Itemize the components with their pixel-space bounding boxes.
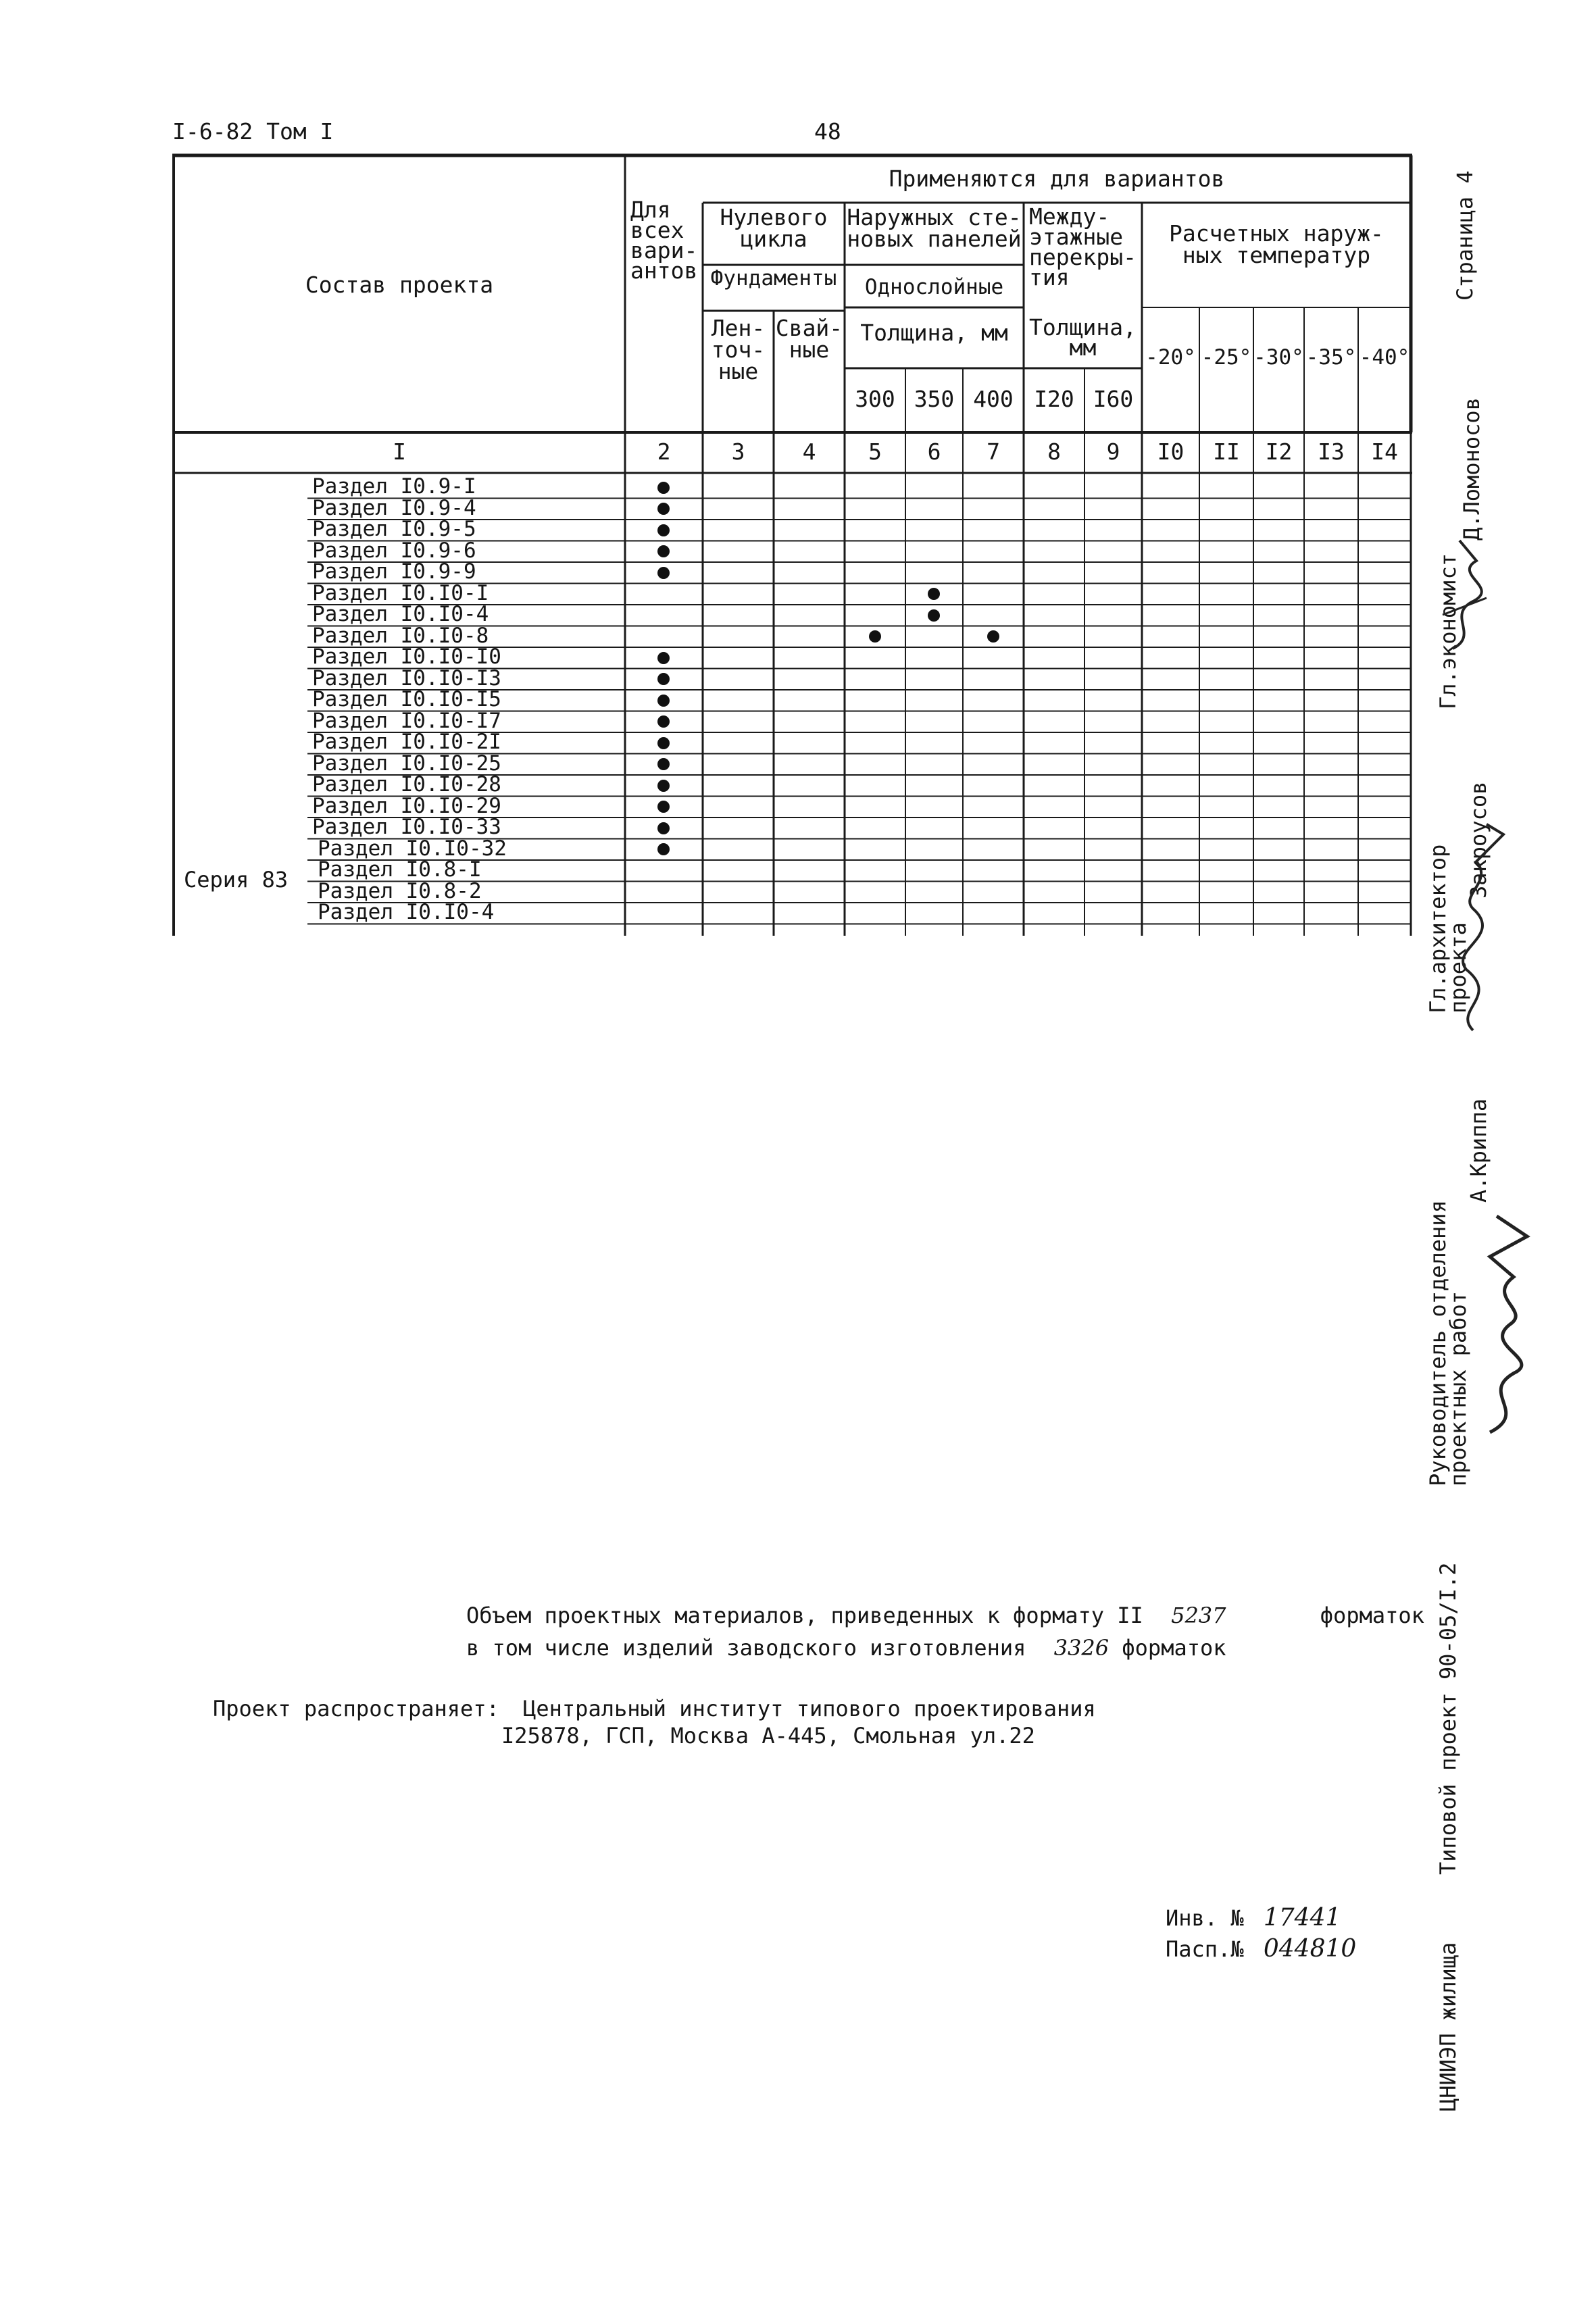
colnum-1: I [393, 438, 406, 465]
header-temp-35: -35° [1305, 345, 1357, 370]
colnum-4: 4 [802, 438, 816, 465]
colnum-12: I2 [1265, 438, 1293, 465]
all-variants-line-1: Для [630, 197, 671, 223]
table-row-label: Раздел I0.I0-4 [318, 900, 495, 924]
signature-architect [1446, 821, 1510, 1037]
header-160: I60 [1093, 386, 1134, 412]
design-temps-line-1: Расчетных наруж- [1169, 220, 1384, 247]
side-page-label: Страница 4 [1452, 170, 1478, 301]
floors-line-4: тия [1029, 264, 1070, 291]
pile-line-2: ные [789, 336, 830, 363]
document-code: I-6-82 Том I [172, 118, 334, 145]
applicability-dot [657, 822, 670, 834]
applicability-dot [657, 482, 670, 494]
table-row-label: Раздел I0.I0-4 [312, 602, 489, 626]
floors-line-3: перекры- [1029, 244, 1137, 270]
applicability-dot [657, 695, 670, 707]
factory-text: в том числе изделий заводского изготовления [466, 1635, 1026, 1661]
passport-line [1166, 1936, 1356, 1962]
signature-economist [1439, 534, 1493, 655]
design-temps-line-2: ных температур [1182, 242, 1371, 268]
header-strip [703, 315, 774, 384]
table-row-label: Раздел I0.9-6 [312, 538, 476, 563]
table-row-label: Раздел I0.9-5 [312, 517, 476, 541]
distributor-address: I25878, ГСП, Москва А-445, Смольная ул.22 [501, 1723, 1035, 1749]
distributor-name: Центральный институт типового проектирования [523, 1696, 1096, 1721]
applicability-dot [928, 609, 940, 622]
outer-panels-line-1: Наружных сте- [847, 204, 1022, 230]
applicability-dot [657, 567, 670, 579]
colnum-6: 6 [927, 438, 941, 465]
strip-line-2: точ- [711, 336, 766, 363]
strip-line-3: ные [718, 358, 759, 384]
colnum-8: 8 [1047, 438, 1061, 465]
all-variants-line-3: вари- [630, 237, 698, 263]
side-architect-name: Закроусов [1466, 781, 1491, 899]
volume-line-1 [466, 1603, 1424, 1628]
header-temp-40: -40° [1359, 345, 1410, 370]
inventory-value: 17441 [1263, 1904, 1341, 1932]
table-row-label: Раздел I0.9-9 [312, 559, 476, 584]
colnum-13: I3 [1318, 438, 1345, 465]
applicability-dot [657, 780, 670, 792]
volume-unit: форматок [1320, 1603, 1424, 1628]
side-architect-title-2: проекта [1445, 922, 1471, 1013]
strip-line-1: Лен- [711, 315, 766, 341]
side-economist-title: Гл.экономист [1435, 553, 1461, 709]
outer-panels-line-2: новых панелей [847, 226, 1022, 252]
header-thickness-mm: Толщина, мм [860, 320, 1008, 346]
header-foundations: Фундаменты [710, 266, 837, 291]
table-row-label: Раздел I0.I0-33 [312, 815, 501, 839]
header-350: 350 [914, 386, 955, 412]
header-temp-30: -30° [1253, 345, 1304, 370]
applicability-dot [657, 524, 670, 536]
series-label: Серия 83 [184, 867, 289, 892]
floors-line-2: этажные [1029, 224, 1124, 250]
factory-value: 3326 [1053, 1635, 1109, 1661]
floors-thickness-line-1: Толщина, [1029, 314, 1137, 341]
table-row-label: Раздел I0.I0-I3 [312, 665, 501, 690]
colnum-10: I0 [1157, 438, 1184, 465]
applicability-dot [657, 737, 670, 749]
column-header-all-variants [625, 197, 703, 284]
applicability-dot [657, 652, 670, 664]
floors-thickness-line-2: мм [1069, 334, 1097, 361]
column-header-composition: Состав проекта [305, 272, 494, 298]
table-row-label: Раздел I0.I0-25 [312, 751, 501, 776]
distributor-line [213, 1696, 1096, 1721]
table-row-label: Раздел I0.I0-I5 [312, 687, 501, 711]
side-project: Типовой проект 90-05/I.2 [1435, 1562, 1461, 1875]
group-header-design-temps [1142, 220, 1411, 268]
table-row-label: Раздел I0.I0-I [312, 580, 489, 605]
table-row-label: Раздел I0.9-4 [312, 495, 476, 520]
zero-cycle-line-2: цикла [740, 226, 807, 252]
side-head-title: Руководитель отделения [1425, 1200, 1451, 1486]
header-120: I20 [1034, 386, 1074, 412]
volume-text: Объем проектных материалов, приведенных к формату II [466, 1603, 1143, 1628]
colnum-14: I4 [1371, 438, 1398, 465]
header-400: 400 [973, 386, 1014, 412]
table-row-label: Раздел I0.I0-I0 [312, 645, 501, 669]
table-row-label: Раздел I0.8-2 [318, 878, 482, 903]
side-org: ЦНИИЭП жилища [1435, 1942, 1461, 2111]
colnum-2: 2 [657, 438, 671, 465]
page-number: 48 [814, 118, 841, 145]
passport-label: Пасп.№ [1166, 1936, 1244, 1962]
side-architect-title: Гл.архитектор [1425, 844, 1451, 1013]
floors-line-1: Между- [1029, 203, 1110, 230]
side-head-name: А.Криппа [1466, 1098, 1491, 1203]
group-header-outer-panels [845, 204, 1024, 252]
zero-cycle-line-1: Нулевого [720, 204, 828, 230]
header-floors-thickness [1024, 314, 1142, 361]
colnum-11: II [1213, 438, 1240, 465]
table-row-label: Раздел I0.I0-32 [318, 836, 507, 861]
group-header-applies: Применяются для вариантов [889, 166, 1225, 192]
table-row-label: Раздел I0.9-I [312, 474, 476, 499]
table-row-label: Раздел I0.I0-2I [312, 730, 501, 754]
table-row-label: Раздел I0.I0-28 [312, 772, 501, 797]
volume-line-2 [466, 1635, 1226, 1661]
colnum-7: 7 [987, 438, 1000, 465]
header-pile [774, 315, 845, 363]
header-temp-25: -25° [1201, 345, 1252, 370]
side-economist-name: Д.Ломоносов [1459, 397, 1485, 540]
side-head-title-2: проектных работ [1445, 1291, 1471, 1486]
colnum-3: 3 [731, 438, 745, 465]
passport-value: 044810 [1263, 1935, 1357, 1963]
pile-line-1: Свай- [775, 315, 843, 341]
table-row-label: Раздел I0.I0-I7 [312, 708, 501, 733]
signature-head [1470, 1196, 1544, 1439]
group-header-floors [1024, 203, 1142, 291]
colnum-9: 9 [1106, 438, 1120, 465]
table-row-label: Раздел I0.I0-8 [312, 623, 489, 648]
factory-unit: форматок [1122, 1635, 1226, 1661]
distributor-label: Проект распространяет: [213, 1696, 499, 1721]
colnum-5: 5 [868, 438, 882, 465]
all-variants-line-2: всех [630, 217, 684, 243]
volume-value: 5237 [1171, 1603, 1226, 1628]
table-row-label: Раздел I0.8-I [318, 857, 482, 882]
header-single-layer: Однослойные [864, 275, 1004, 299]
all-variants-line-4: антов [630, 257, 698, 284]
group-header-zero-cycle [703, 204, 845, 252]
inventory-label: Инв. № [1166, 1905, 1244, 1931]
inventory-line [1166, 1905, 1341, 1931]
header-temp-20: -20° [1145, 345, 1196, 370]
table-row-label: Раздел I0.I0-29 [312, 793, 501, 818]
header-300: 300 [855, 386, 895, 412]
